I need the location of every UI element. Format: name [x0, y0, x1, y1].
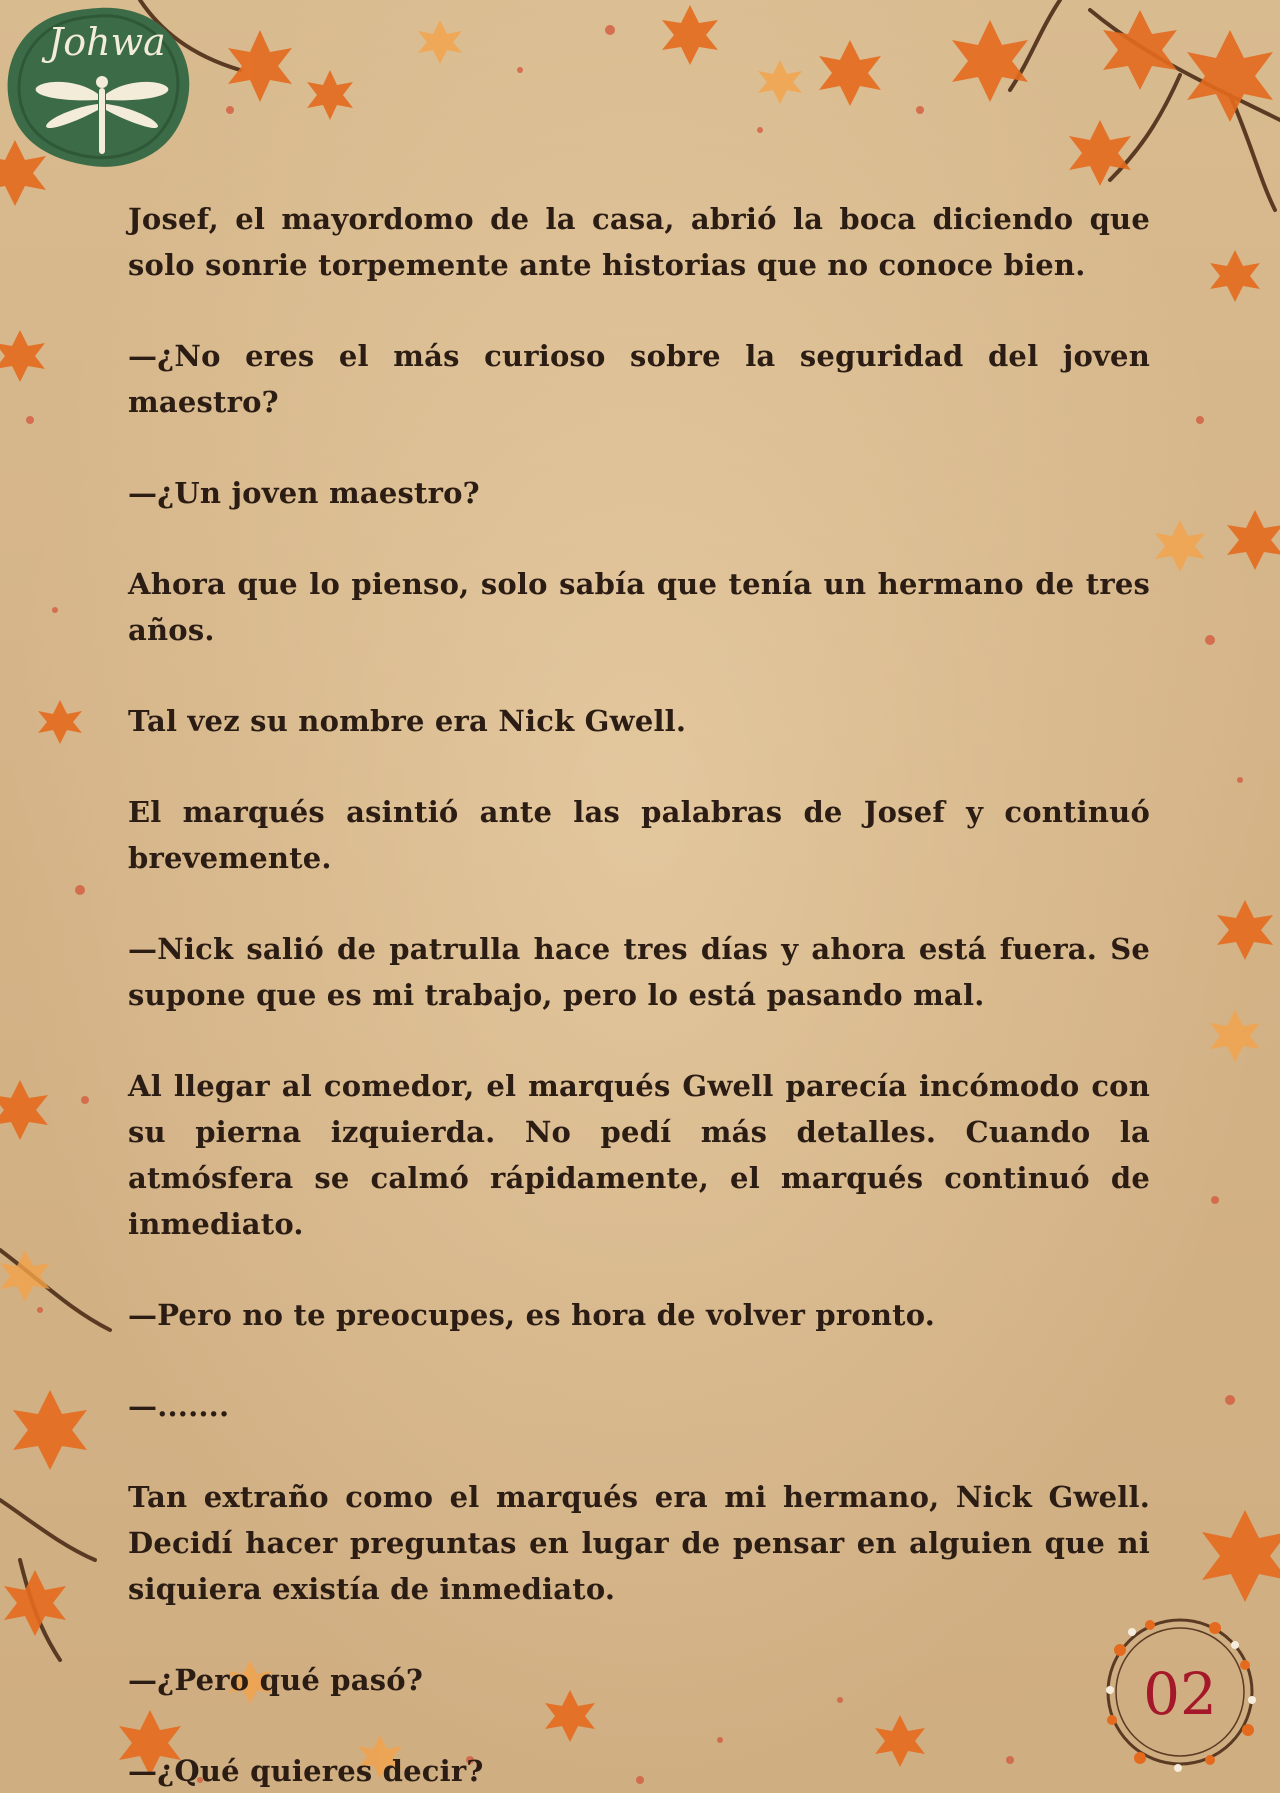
paragraph: —Nick salió de patrulla hace tres días y ahora está fuera. Se supone que es mi trabajo, pero lo está pasando mal.: [128, 932, 1150, 1012]
paragraph: Al llegar al comedor, el marqués Gwell parecía incómodo con su pierna izquierda. No pedí más detalles. Cuando la atmósfera se calmó rápidamente, el marqués continuó de inmediato.: [128, 1069, 1150, 1241]
publisher-logo: [4, 2, 194, 170]
paragraph: Tan extraño como el marqués era mi hermano, Nick Gwell. Decidí hacer preguntas en lugar de pensar en alguien que ni siquiera existía de inmediato.: [128, 1480, 1150, 1606]
paragraph: Ahora que lo pienso, solo sabía que tenía un hermano de tres años.: [128, 567, 1150, 647]
story-text: [128, 196, 1150, 1793]
paragraph: —¿No eres el más curioso sobre la seguridad del joven maestro?: [128, 339, 1150, 419]
paragraph: Tal vez su nombre era Nick Gwell.: [128, 704, 687, 738]
page-number: 02: [1143, 1660, 1217, 1728]
paragraph: —¿Un joven maestro?: [128, 476, 480, 510]
paragraph: El marqués asintió ante las palabras de Josef y continuó brevemente.: [128, 795, 1150, 875]
paragraph: —Pero no te preocupes, es hora de volver pronto.: [128, 1298, 936, 1332]
paragraph: Josef, el mayordomo de la casa, abrió la boca diciendo que solo sonrie torpemente ante historias que no conoce bien.: [128, 202, 1150, 282]
dragonfly-icon: [32, 72, 172, 162]
paragraph: —¿Qué quieres decir?: [128, 1754, 484, 1788]
paragraph: —.......: [128, 1389, 230, 1423]
paragraph: —¿Pero qué pasó?: [128, 1663, 424, 1697]
logo-text: Johwa: [48, 20, 166, 64]
